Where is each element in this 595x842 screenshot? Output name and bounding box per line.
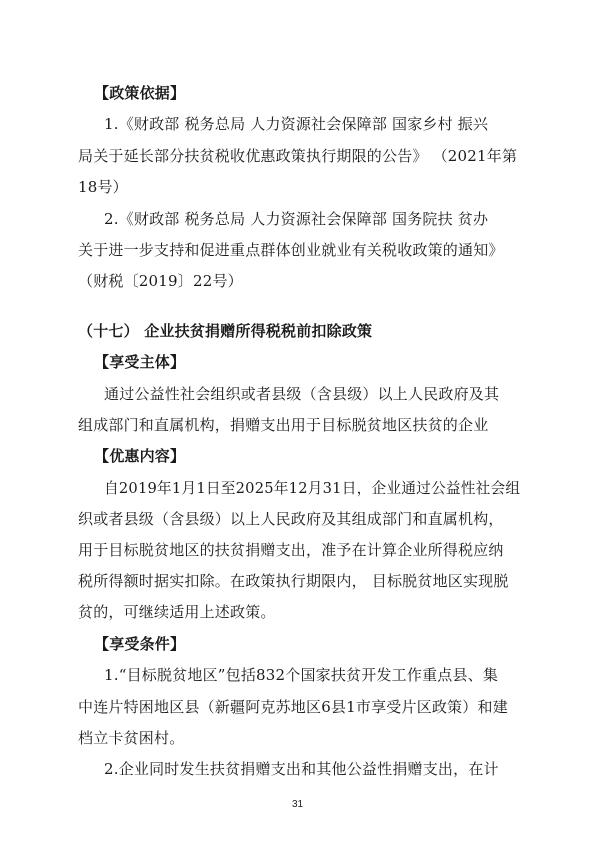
content-heading: 【优惠内容】 — [94, 447, 186, 465]
beneficiary-line2: 组成部门和直属机构，捐赠支出用于目标脱贫地区扶贫的企业 — [78, 416, 489, 434]
condition1-line1: 1.“目标脱贫地区”包括832个国家扶贫开发工作重点县、集 — [104, 666, 499, 684]
content-line2: 织或者县级（含县级）以上人民政府及其组成部门和直属机构， — [78, 510, 504, 528]
conditions-heading: 【享受条件】 — [94, 635, 186, 653]
content-line1: 自2019年1月1日至2025年12月31日，企业通过公益性社会组 — [104, 479, 521, 497]
condition1-line3: 档立卡贫困村。 — [78, 729, 185, 747]
page-number: 31 — [291, 799, 304, 810]
policy-basis-item1-line2: 局关于延长部分扶贫税收优惠政策执行期限的公告》 （2021年第 — [78, 147, 518, 165]
beneficiary-heading: 【享受主体】 — [94, 353, 186, 371]
policy-basis-item2-line2: 关于进一步支持和促进重点群体创业就业有关税收政策的通知》 — [78, 241, 504, 259]
condition1-line2: 中连片特困地区县（新疆阿克苏地区6县1市享受片区政策）和建 — [78, 698, 508, 716]
policy-basis-item1-line1: 1.《财政部 税务总局 人力资源社会保障部 国家乡村 振兴 — [104, 115, 489, 133]
content-line3: 用于目标脱贫地区的扶贫捐赠支出，准予在计算企业所得税应纳 — [78, 541, 504, 559]
content-line4: 税所得额时据实扣除。在政策执行期限内， 目标脱贫地区实现脱 — [78, 572, 509, 590]
section-17-title: （十七） 企业扶贫捐赠所得税税前扣除政策 — [78, 322, 373, 340]
condition2-line1: 2.企业同时发生扶贫捐赠支出和其他公益性捐赠支出，在计 — [104, 760, 499, 778]
policy-basis-item2-line3: （财税〔2019〕22号） — [78, 272, 243, 290]
policy-basis-item1-line3: 18号） — [78, 178, 128, 196]
policy-basis-heading: 【政策依据】 — [94, 84, 186, 102]
beneficiary-line1: 通过公益性社会组织或者县级（含县级）以上人民政府及其 — [104, 385, 500, 403]
content-line5: 贫的，可继续适用上述政策。 — [78, 603, 276, 621]
policy-basis-item2-line1: 2.《财政部 税务总局 人力资源社会保障部 国务院扶 贫办 — [104, 210, 489, 228]
